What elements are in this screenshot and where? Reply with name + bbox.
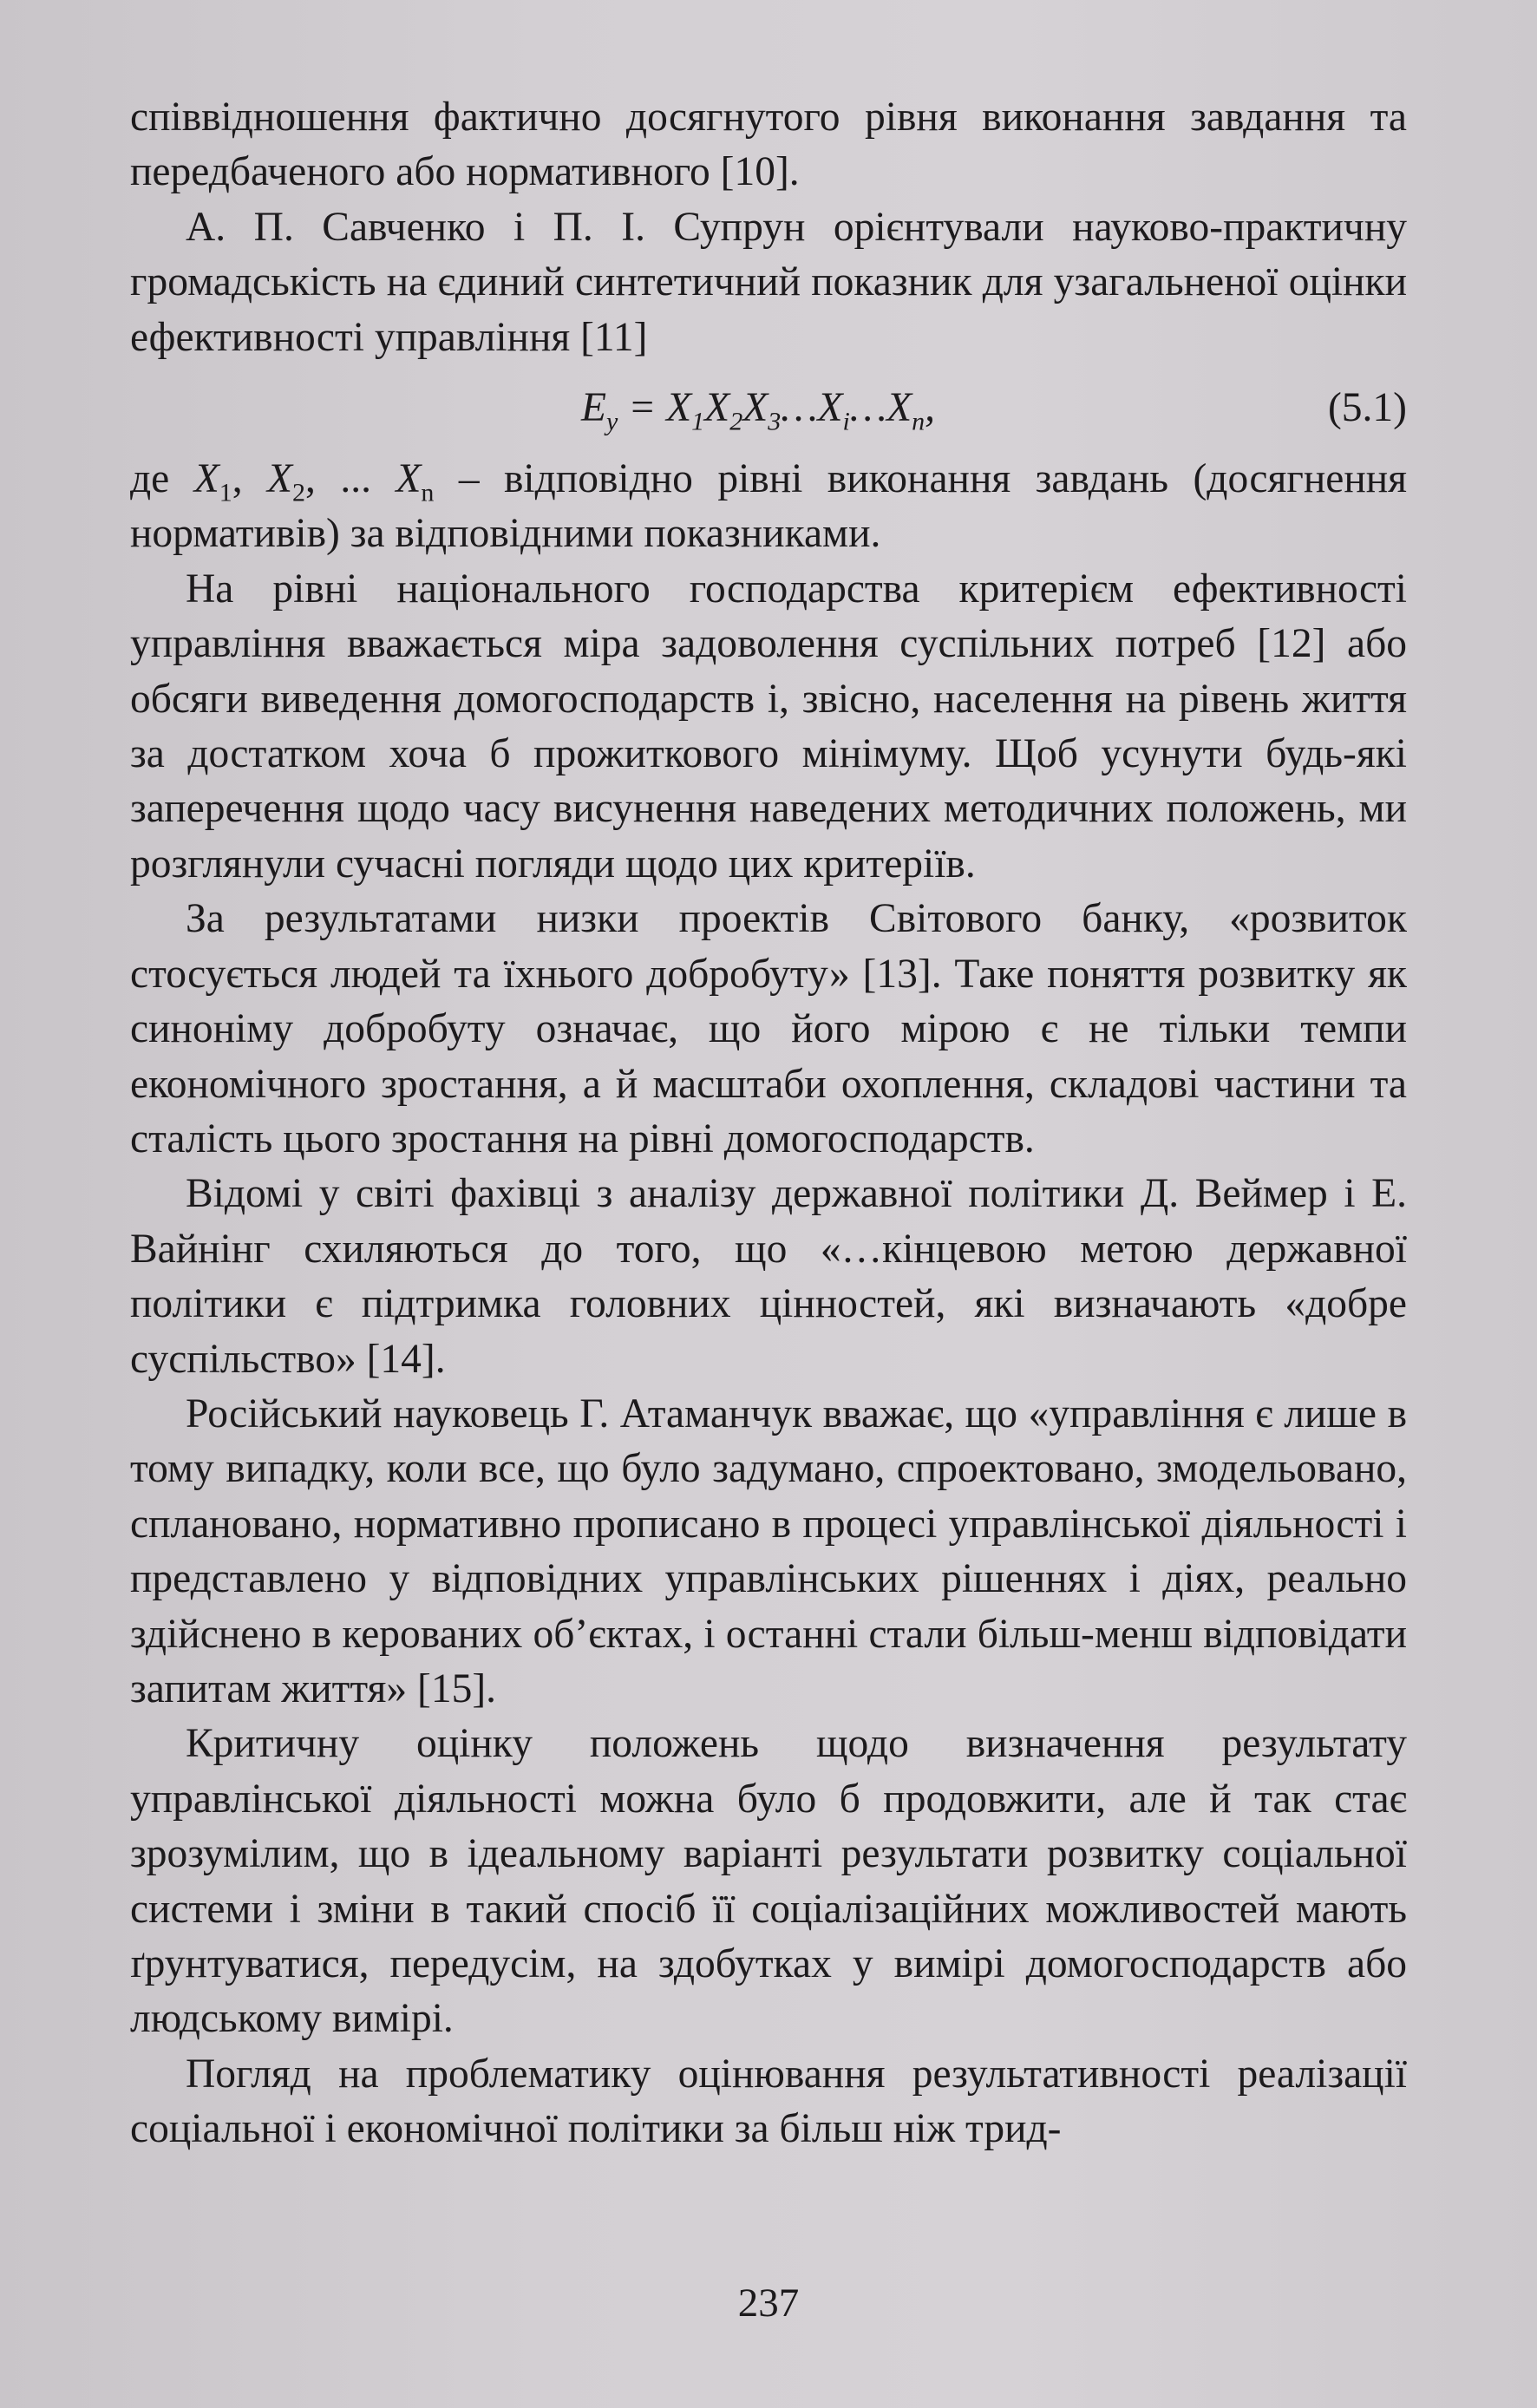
paragraph-1: співвідношення фактично досягнутого рівня виконання завдання та передбаченого або нормативного [10]. (130, 95, 1407, 195)
paragraph-5: За результатами низки проектів Світового банку, «розвиток стосується людей та їхнього добробуту» [13]. Таке поняття розвитку як синоніму добробуту означає, що його мірою є не тільки темпи економічного зростання, а й масштаби охоплення, складові частини та сталість цього зростання на рівні домогосподарств. (130, 896, 1407, 1161)
paragraph-2: А. П. Савченко і П. І. Супрун орієнтували науково-практичну громадськість на єдиний синтетичний показник для узагальненої оцінки ефективності управління [11] (130, 204, 1407, 360)
page-text (130, 90, 1407, 2157)
formula-explanation: де $X_1$, $X_2$, ... $X_n$ – відповідно рівні виконання завдань (досягнення нормативів) за відповідними показниками. (130, 456, 1408, 557)
equation-number: (5.1) (1327, 385, 1407, 431)
page-number: 237 (737, 2280, 800, 2326)
paragraph-6: Відомі у світі фахівці з аналізу державної політики Д. Веймер і Е. Вайнінг схиляються до того, що «…кінцевою метою державної політики є підтримка головних цінностей, які визначають «добре суспільство» [14]. (130, 1171, 1407, 1382)
paragraph-8: Критичну оцінку положень щодо визначення результату управлінської діяльності можна було б продовжити, але й так стає зрозумілим, що в ідеальному варіанті результати розвитку соціальної системи і зміни в такий спосіб її соціалізаційних можливостей мають ґрунтуватися, передусім, на здобутках у вимірі домогосподарств або людському вимірі. (130, 1721, 1407, 2042)
formula-5-1 (130, 376, 1407, 452)
paragraph-9: Погляд на проблематику оцінювання результативності реалізації соціальної і економічної політики за більш ніж трид- (130, 2051, 1407, 2152)
formula-expression: $E_y$ = $X_1X_2X_3\dots X_i\dots X_n$, (581, 385, 935, 436)
paragraph-7: Російський науковець Г. Атаманчук вважає, що «управління є лише в тому випадку, коли все, що було задумано, спроектовано, змодельовано, сплановано, нормативно прописано в процесі управлінської діяльності і представлено у відповідних управлінських рішеннях і діях, реально здійснено в керованих об’єктах, і останні стали більш-менш відповідати запитам життя» [15]. (130, 1390, 1407, 1711)
paragraph-4: На рівні національного господарства критерієм ефективності управління вважається міра задоволення суспільних потреб [12] або обсяги виведення домогосподарств і, звісно, населення на рівень життя за достатком хоча б прожиткового мінімуму. Щоб усунути будь-які заперечення щодо часу висунення наведених методичних положень, ми розглянули сучасні погляди щодо цих критеріїв. (130, 566, 1407, 887)
